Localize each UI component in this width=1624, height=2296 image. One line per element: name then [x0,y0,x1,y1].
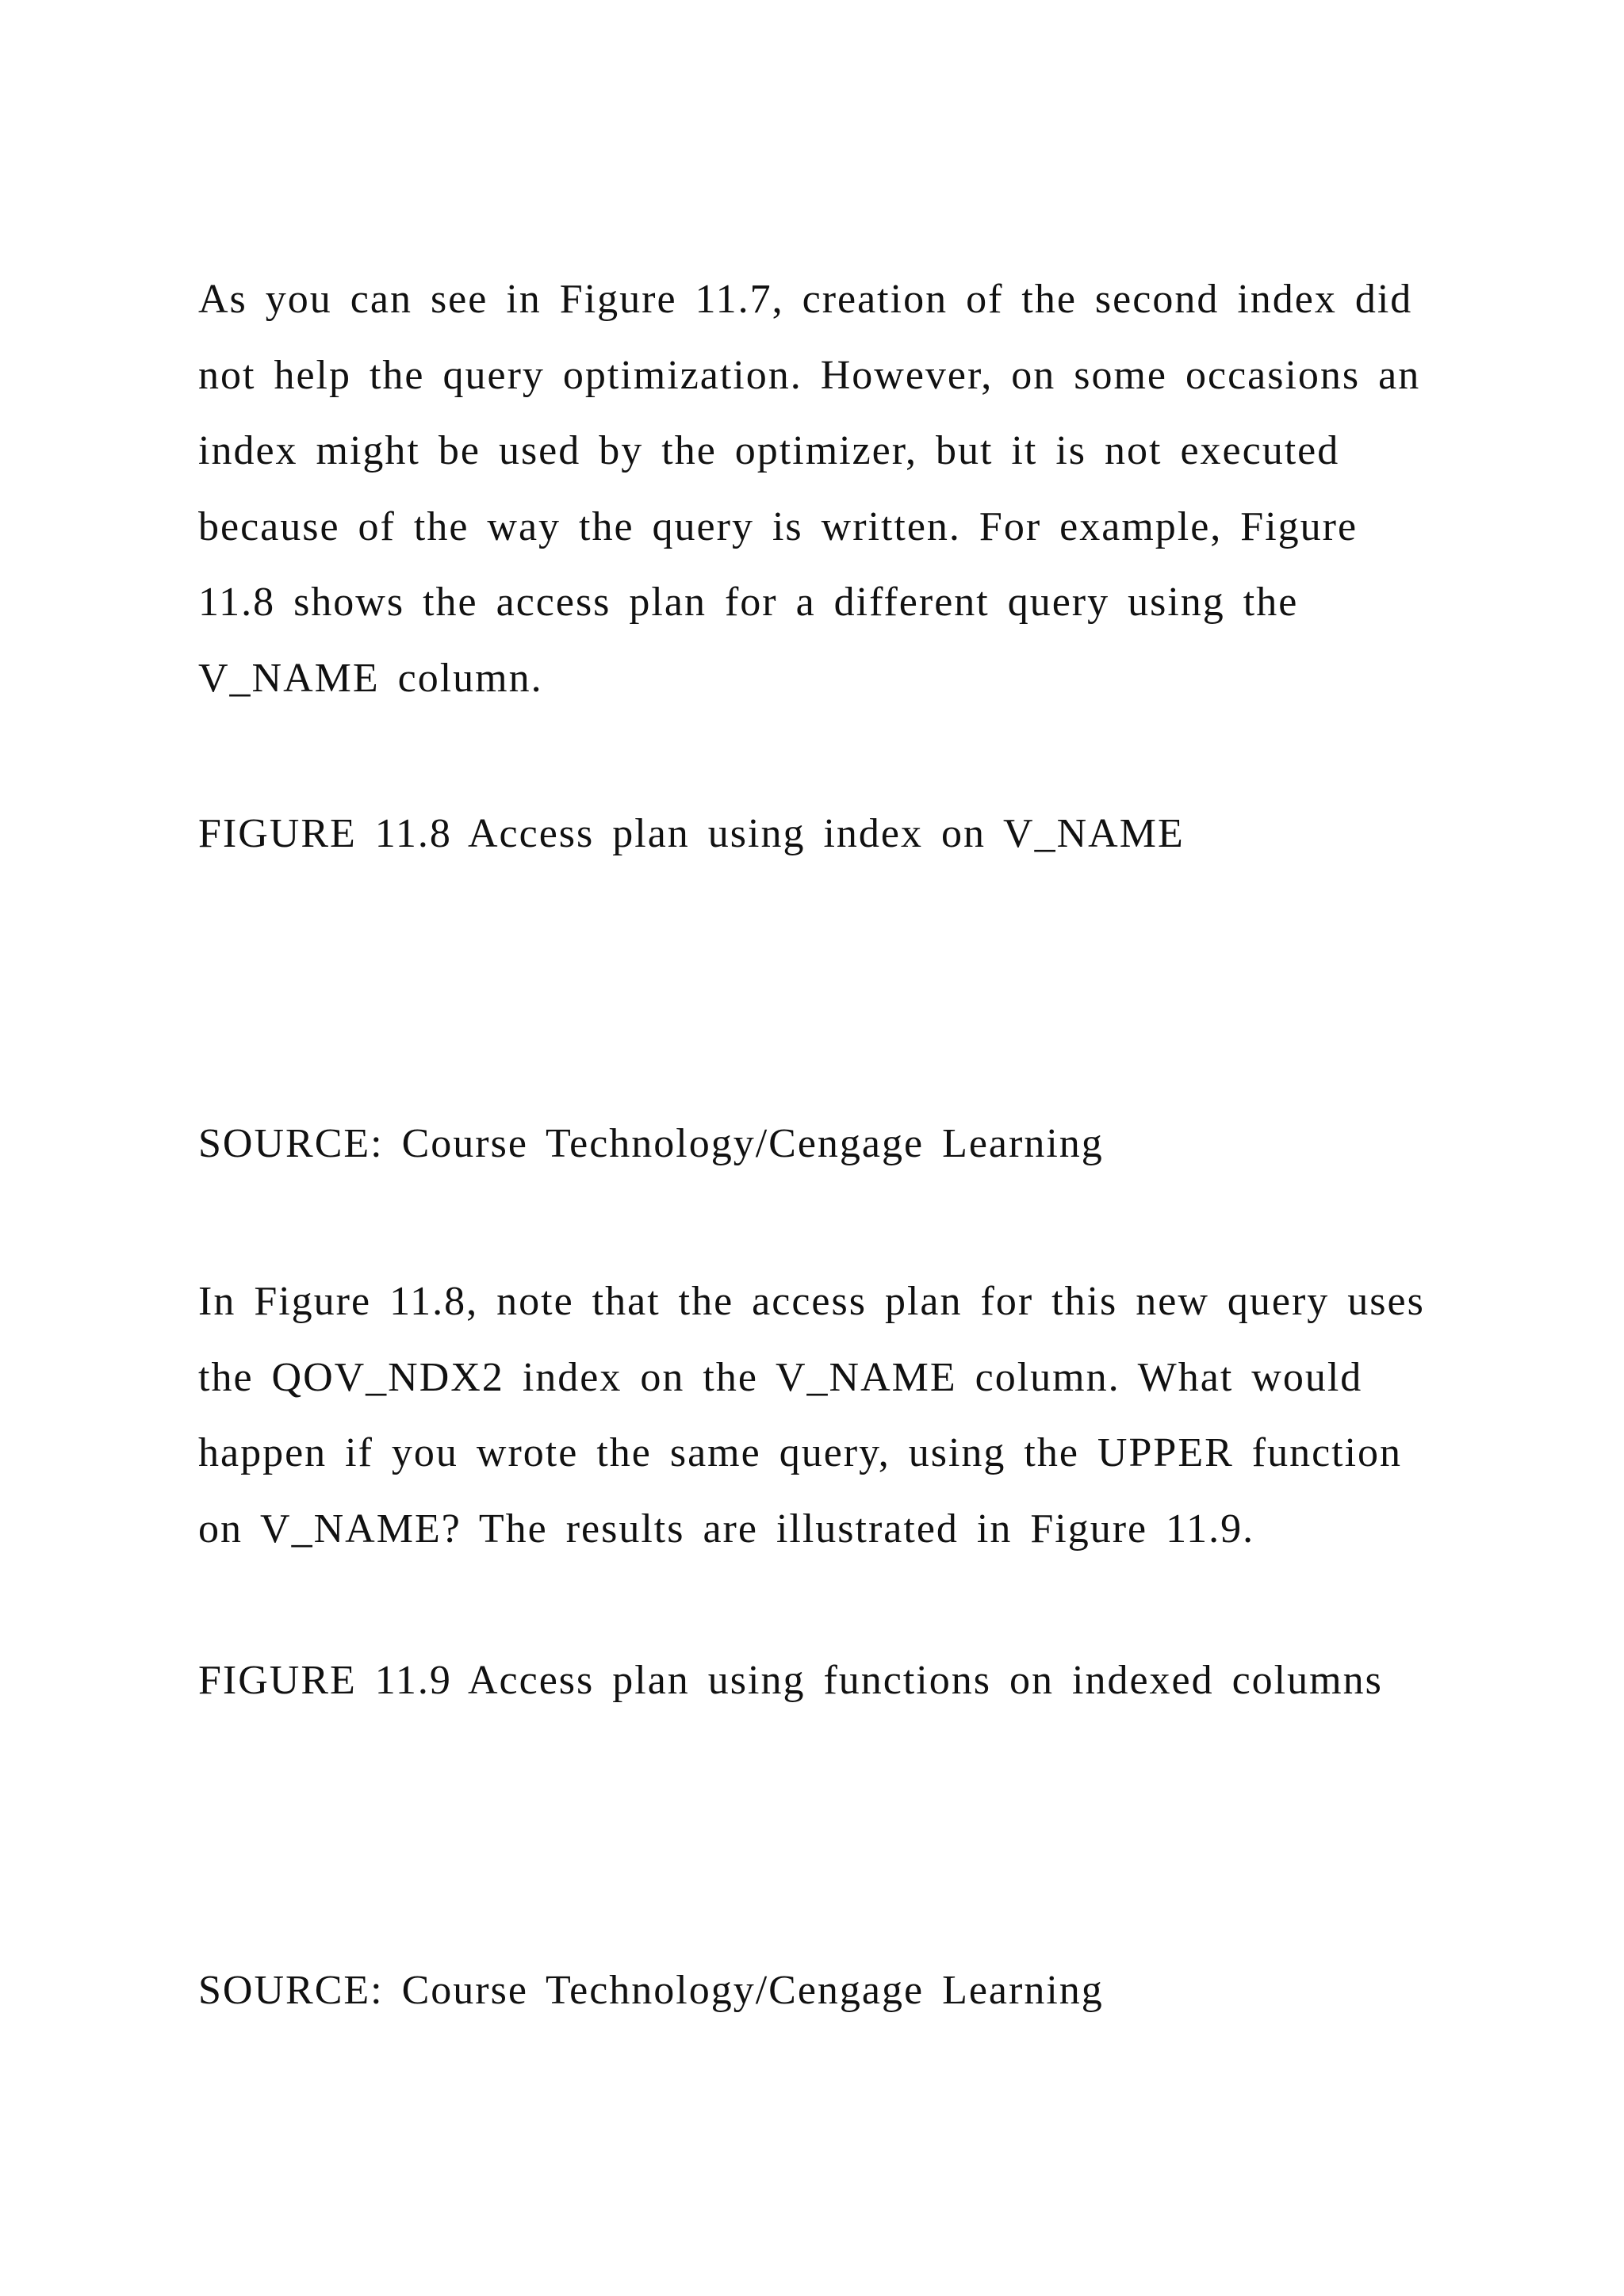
body-paragraph-1 [198,262,1499,716]
paragraph-line: not help the query optimization. However, on some occasions an [198,352,1421,398]
body-paragraph-2 [198,1264,1499,1567]
figure-11-8-source [198,1106,1499,1182]
source-text: SOURCE: Course Technology/Cengage Learning [198,1121,1104,1166]
paragraph-line: because of the way the query is written. For example, Figure [198,503,1358,549]
paragraph-line: 11.8 shows the access plan for a different query using the [198,580,1299,625]
caption-text: FIGURE 11.8 Access plan using index on V_NAME [198,811,1185,856]
paragraph-line: V_NAME column. [198,655,543,701]
paragraph-line: on V_NAME? The results are illustrated in Figure 11.9. [198,1506,1255,1552]
figure-11-9-source [198,1953,1499,2029]
caption-text: FIGURE 11.9 Access plan using functions on indexed columns [198,1658,1383,1703]
paragraph-line: As you can see in Figure 11.7, creation of the second index did [198,277,1413,322]
figure-11-8-caption [198,796,1499,872]
paragraph-line: happen if you wrote the same query, using the UPPER function [198,1430,1403,1475]
paragraph-line: In Figure 11.8, note that the access plan for this new query uses [198,1279,1425,1324]
paragraph-line: the QOV_NDX2 index on the V_NAME column. What would [198,1354,1363,1400]
paragraph-line: index might be used by the optimizer, but it is not executed [198,428,1340,473]
figure-11-9-caption [198,1643,1499,1719]
source-text: SOURCE: Course Technology/Cengage Learning [198,1968,1104,2013]
